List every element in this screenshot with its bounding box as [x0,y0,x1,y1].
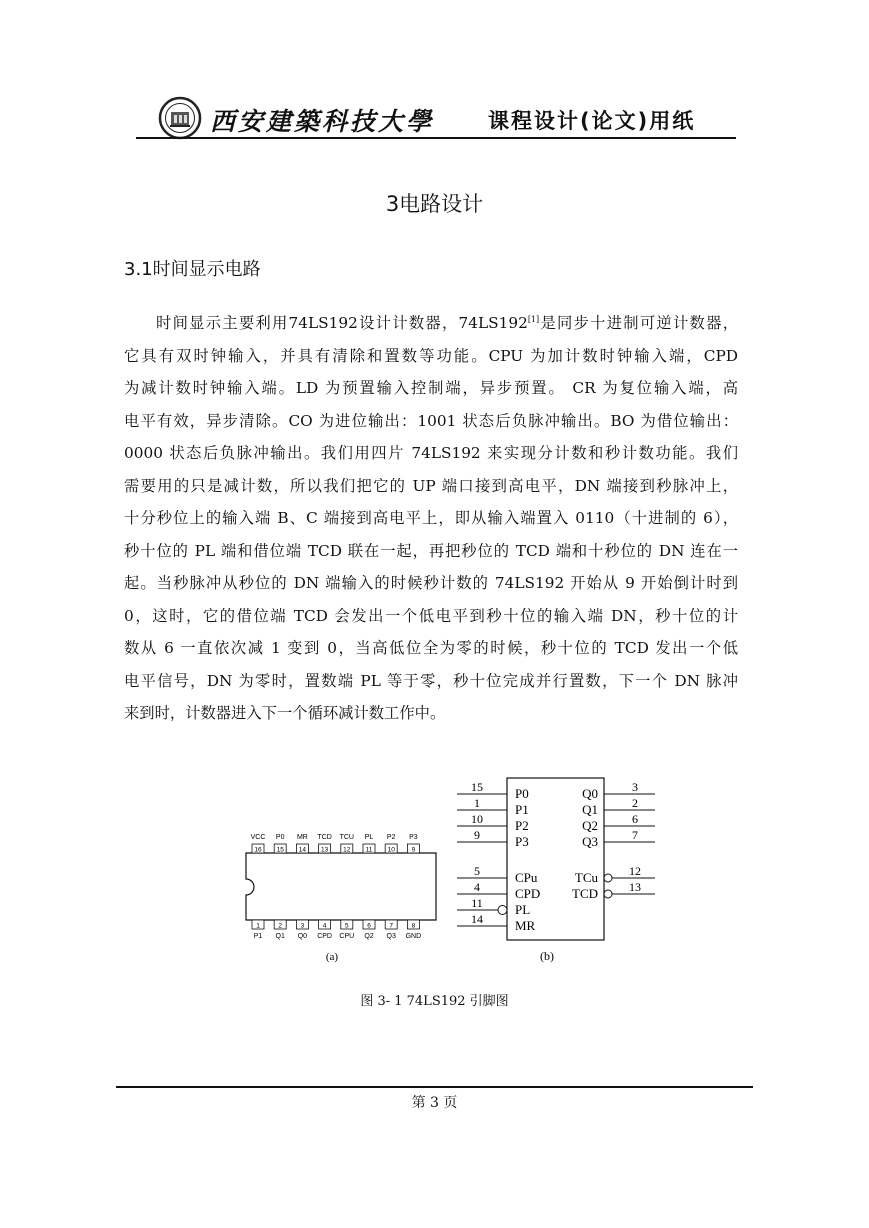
body-paragraph [124,307,738,730]
dip-pin-number: 9 [411,846,416,854]
dip-pin-name: TCD [317,834,332,841]
dip-pin-name: Q1 [275,933,285,940]
paragraph-line: 数从 6 一直依次减 1 变到 0，当高低位全为零的时候，秒十位的 TCD 发出一个低 [124,639,738,657]
dip-pin-number: 2 [278,922,283,930]
dip-pin-name: P0 [275,834,285,841]
dip-pin-name: P2 [386,834,396,841]
dip-pin-name: Q2 [364,933,374,940]
output-pin-number: 12 [629,864,641,878]
dip-pin-name: Q3 [386,933,396,940]
input-pin-name: P2 [515,818,529,833]
dip-pin-number: 4 [322,922,327,930]
chapter-title: 3电路设计 [385,192,484,216]
input-pin-name: P1 [515,802,529,817]
input-pin-number: 4 [474,880,480,894]
dip-pin-name: Q0 [297,933,308,940]
dip-pin-number: 5 [344,922,349,930]
dip-pin-name: CPU [339,933,355,940]
output-pin-number: 3 [632,780,638,794]
input-pin-number: 15 [471,780,483,794]
output-pin-number: 7 [632,828,638,842]
paragraph-line: 0000 状态后负脉冲输出。我们用四片 74LS192 来实现分计数和秒计数功能。我们 [124,444,738,462]
footer-divider [116,1086,753,1088]
output-pin-number: 6 [632,812,638,826]
input-pin-name: MR [515,918,536,933]
inversion-bubble [604,890,612,898]
input-pin-number: 5 [474,864,480,878]
citation-marker: [1] [527,314,540,324]
dip-pin-number: 13 [320,846,329,854]
dip-pin-number: 10 [387,846,395,854]
dip-pin-number: 15 [276,846,284,854]
paragraph-line: 它具有双时钟输入，并具有清除和置数等功能。CPU 为加计数时钟输入端，CPD [124,346,738,365]
input-pin-name: CPu [515,870,538,885]
dip-pin-number: 7 [389,922,394,930]
dip-pin-name: TCU [339,834,354,841]
figure-caption: 图 3- 1 74LS192 引脚图 [360,994,509,1009]
inversion-bubble [604,874,612,882]
input-pin-number: 1 [474,796,480,810]
dip-pin-number: 8 [411,922,416,930]
input-pin-number: 10 [471,812,483,826]
output-pin-name: Q1 [582,802,598,817]
dip-pin-name: PL [364,834,374,841]
output-pin-name: TCD [572,886,598,901]
output-pin-name: TCu [574,870,598,885]
figure-b-label: (b) [540,949,554,963]
dip-pin-number: 11 [365,846,373,854]
paragraph-line: 需要用的只是减计数，所以我们把它的 UP 端口接到高电平，DN 端接到秒脉冲上， [124,476,738,495]
dip-pin-number: 14 [298,846,307,854]
page-number: 第 3 页 [411,1095,458,1111]
paragraph-line: 来到时，计数器进入下一个循环减计数工作中。 [124,704,446,722]
paragraph-line: 时间显示主要利用74LS192设计计数器，74LS192[1]是同步十进制可逆计数器， [156,314,738,332]
dip-pin-number: 16 [254,846,262,854]
dip-pin-name: GND [405,933,422,940]
dip-pin-name: P3 [409,834,418,841]
dip-pin-name: CPD [317,933,332,940]
dip-pin-number: 12 [343,846,351,854]
dip-pinout-diagram [244,826,444,966]
input-pin-name: P0 [515,786,529,801]
output-pin-number: 2 [632,796,638,810]
paragraph-line: 为减计数时钟输入端。LD 为预置输入控制端，异步预置。 CR 为复位输入端，高 [124,379,738,397]
output-pin-name: Q3 [582,834,598,849]
output-pin-name: Q2 [582,818,598,833]
output-pin-name: Q0 [582,786,598,801]
input-pin-number: 9 [474,828,480,842]
page-header [136,88,736,138]
paragraph-line: 0，这时，它的借位端 TCD 会发出一个低电平到秒十位的输入端 DN，秒十位的计 [124,606,738,625]
paragraph-line: 电平信号，DN 为零时，置数端 PL 等于零，秒十位完成并行置数，下一个 DN 脉冲 [124,671,738,690]
inversion-bubble [498,906,507,915]
university-name: 西安建築科技大學 [210,107,435,136]
section-title: 3.1时间显示电路 [124,259,261,280]
paragraph-line: 起。当秒脉冲从秒位的 DN 端输入的时候秒计数的 74LS192 开始从 9 开始倒计时到 [124,574,738,592]
figure-a-label: (a) [325,951,339,963]
input-pin-name: CPD [515,886,541,901]
output-pin-number: 13 [629,880,641,894]
paragraph-line: 电平有效，异步清除。CO 为进位输出：1001 状态后负脉冲输出。BO 为借位输出： [124,411,738,430]
input-pin-number: 14 [471,912,483,926]
dip-pin-number: 3 [300,922,305,930]
paragraph-line: 十分秒位上的输入端 B、C 端接到高电平上，即从输入端置入 0110（十进制的 6）， [124,509,738,527]
dip-pin-name: VCC [250,834,266,841]
input-pin-name: P3 [515,834,529,849]
input-pin-name: PL [515,902,531,917]
paper-title: 课程设计(论文)用纸 [488,109,696,133]
dip-pin-number: 6 [367,922,371,930]
paragraph-line: 秒十位的 PL 端和借位端 TCD 联在一起，再把秒位的 TCD 端和十秒位的 DN 连在一 [124,541,738,560]
dip-pin-number: 1 [256,922,260,930]
dip-package-body [246,853,436,920]
university-logo [158,96,202,140]
header-divider [136,137,736,139]
dip-pin-name: MR [296,834,308,841]
dip-pin-name: P1 [253,933,263,940]
logic-symbol-diagram [452,774,662,966]
input-pin-number: 11 [471,896,483,910]
